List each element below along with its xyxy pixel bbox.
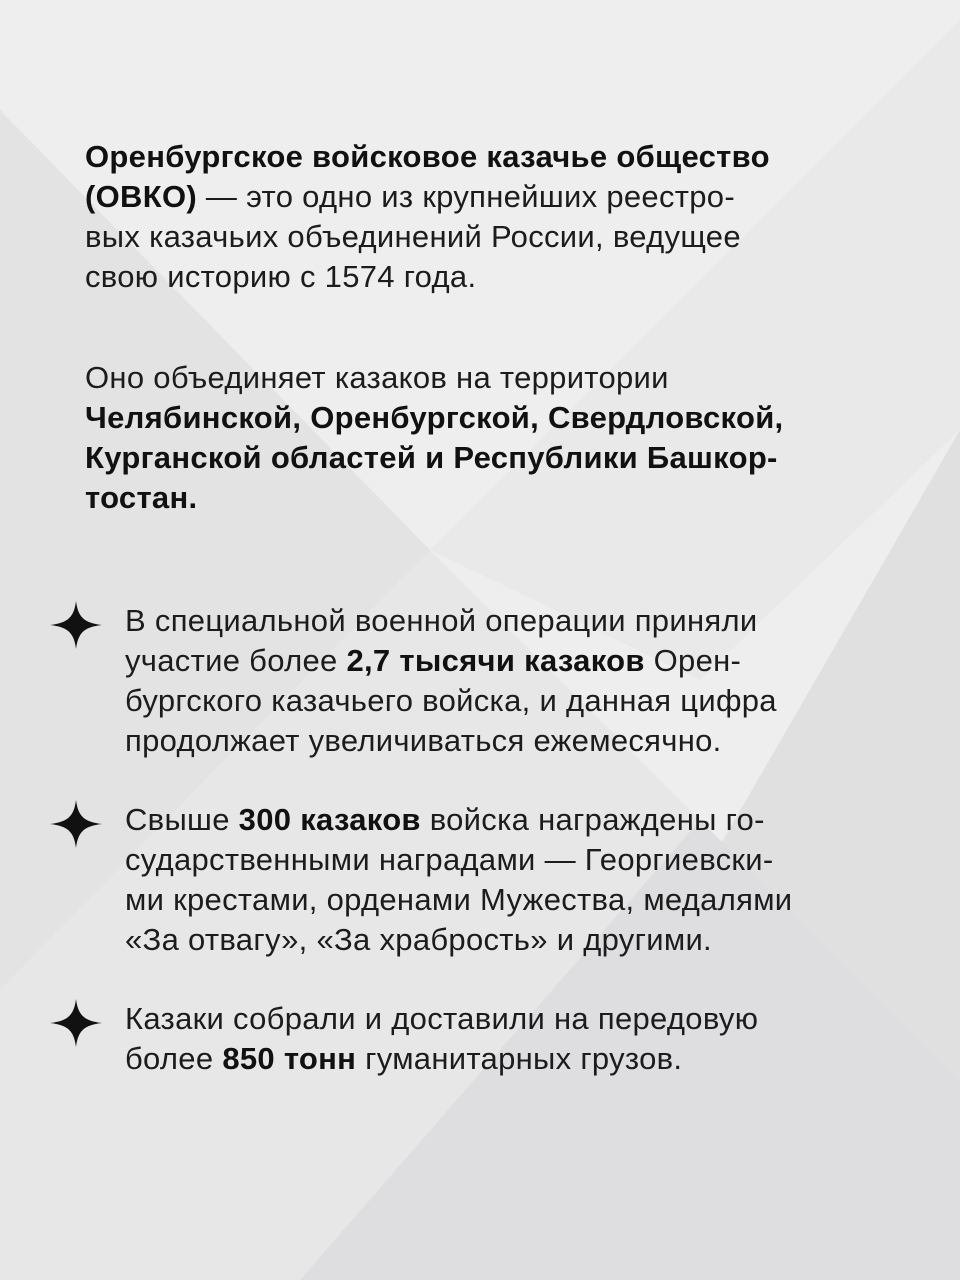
intro-line-2: — это одно из крупнейших реестро- xyxy=(196,179,735,214)
org-name: Оренбургское войсковое казачье общество xyxy=(85,139,770,174)
bullet-line: Орен- xyxy=(644,643,742,678)
territory-regions-3: тостан. xyxy=(85,480,198,515)
bullet-line: более xyxy=(125,1041,223,1076)
four-point-star-icon xyxy=(50,800,102,848)
cossacks-count-highlight: 2,7 тысячи казаков xyxy=(346,643,645,678)
bullet-line: бургского казачьего войска, и данная цифра xyxy=(125,683,777,718)
bullet-line: войска награждены го- xyxy=(420,802,765,837)
bullet-line: сударственными наградами — Георгиевски- xyxy=(125,842,774,877)
territory-regions-1: Челябинской, Оренбургской, Свердловской, xyxy=(85,400,784,435)
intro-line-3: вых казачьих объединений России, ведущее xyxy=(85,219,741,254)
territory-line-1: Оно объединяет казаков на территории xyxy=(85,360,669,395)
bullet-text xyxy=(125,800,915,960)
org-abbreviation: (ОВКО) xyxy=(85,179,197,214)
aid-tonnage-highlight: 850 тонн xyxy=(222,1041,357,1076)
territory-paragraph xyxy=(85,358,905,518)
bullet-text xyxy=(125,601,915,761)
bullet-line: Казаки собрали и доставили на передовую xyxy=(125,1001,759,1036)
bullet-line: «За отвагу», «За храбрость» и другими. xyxy=(125,922,712,957)
intro-paragraph xyxy=(85,137,905,297)
bullet-line: гуманитарных грузов. xyxy=(356,1041,683,1076)
bullet-line: продолжает увеличиваться ежемесячно. xyxy=(125,723,722,758)
bullet-line: ми крестами, орденами Мужества, медалями xyxy=(125,882,793,917)
intro-line-4: свою историю с 1574 года. xyxy=(85,259,477,294)
bullet-line: Свыше xyxy=(125,802,239,837)
bullet-svo-participation xyxy=(50,601,920,781)
bullet-text xyxy=(125,999,915,1079)
territory-regions-2: Курганской областей и Республики Башкор- xyxy=(85,440,778,475)
bullet-line: В специальной военной операции приняли xyxy=(125,603,758,638)
bullet-awards xyxy=(50,800,920,980)
awarded-count-highlight: 300 казаков xyxy=(238,802,421,837)
bullet-humanitarian-aid xyxy=(50,999,920,1179)
four-point-star-icon xyxy=(50,999,102,1047)
four-point-star-icon xyxy=(50,601,102,649)
bullet-line: участие более xyxy=(125,643,347,678)
